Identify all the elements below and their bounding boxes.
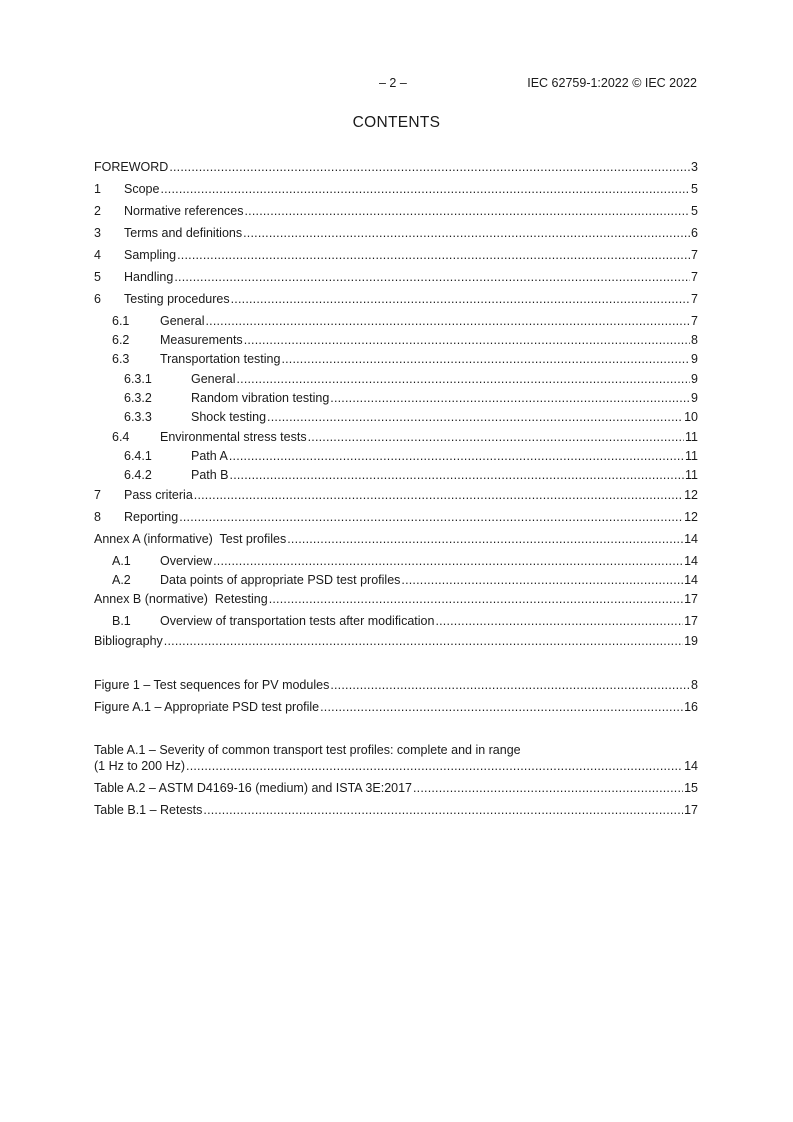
toc-number: A.1 xyxy=(112,554,131,568)
toc-entry[interactable] xyxy=(94,371,698,387)
toc-label: Transportation testing xyxy=(160,352,281,366)
toc-entry[interactable] xyxy=(94,390,698,406)
toc-leader xyxy=(320,699,683,715)
toc-page: 9 xyxy=(691,391,698,405)
toc-entry[interactable] xyxy=(94,332,698,348)
toc-leader xyxy=(174,269,690,285)
toc-leader xyxy=(203,802,683,818)
toc-page: 12 xyxy=(684,510,698,524)
toc-leader xyxy=(177,247,690,263)
toc-entry[interactable] xyxy=(94,509,698,525)
toc-leader xyxy=(308,429,684,445)
toc-entry[interactable] xyxy=(94,225,698,241)
figure-label: Figure 1 – Test sequences for PV modules xyxy=(94,678,330,692)
toc-page: 7 xyxy=(691,270,698,284)
table-label: Table B.1 – Retests xyxy=(94,803,203,817)
toc-number: 2 xyxy=(94,204,101,218)
toc-page: 9 xyxy=(691,352,698,366)
figure-entry[interactable] xyxy=(94,699,698,715)
toc-label: Scope xyxy=(124,182,160,196)
toc-label: Random vibration testing xyxy=(191,391,330,405)
toc-page: 11 xyxy=(685,430,698,444)
toc-page: 9 xyxy=(691,372,698,386)
toc-label: General xyxy=(191,372,236,386)
table-page: 15 xyxy=(684,781,698,795)
table-entry[interactable] xyxy=(94,780,698,796)
toc-entry[interactable] xyxy=(94,553,698,569)
toc-leader xyxy=(169,159,690,175)
toc-label: Measurements xyxy=(160,333,243,347)
toc-number: 3 xyxy=(94,226,101,240)
toc-page: 8 xyxy=(691,333,698,347)
toc-number: 6.3.3 xyxy=(124,410,152,424)
toc-number: 6.3.2 xyxy=(124,391,152,405)
toc-label: Reporting xyxy=(124,510,179,524)
figure-page: 8 xyxy=(691,678,698,692)
toc-label: Terms and definitions xyxy=(124,226,243,240)
toc-entry[interactable] xyxy=(94,313,698,329)
toc-leader xyxy=(164,633,683,649)
toc-label: Overview xyxy=(160,554,213,568)
toc-number: B.1 xyxy=(112,614,131,628)
toc-entry[interactable] xyxy=(94,487,698,503)
toc-leader xyxy=(236,371,690,387)
toc-leader xyxy=(186,758,683,774)
page-title: CONTENTS xyxy=(352,114,441,131)
toc-leader xyxy=(330,390,690,406)
toc-leader xyxy=(245,203,691,219)
toc-number: 7 xyxy=(94,488,101,502)
table-entry[interactable] xyxy=(94,742,698,773)
toc-entry[interactable] xyxy=(94,203,698,219)
toc-leader xyxy=(194,487,683,503)
toc-number: 6.3 xyxy=(112,352,130,366)
toc-leader xyxy=(229,448,684,464)
toc-leader xyxy=(269,591,683,607)
toc-number: 6.1 xyxy=(112,314,130,328)
table-label-line1: Table A.1 – Severity of common transport test profiles: complete and in range xyxy=(94,743,521,757)
toc-number: 6.4.1 xyxy=(124,449,152,463)
toc-entry[interactable] xyxy=(94,409,698,425)
table-entry-continuation xyxy=(94,758,698,774)
toc-label: Sampling xyxy=(124,248,177,262)
toc-entry[interactable] xyxy=(94,591,698,607)
toc-label: FOREWORD xyxy=(94,160,169,174)
header-page-number: – 2 – xyxy=(379,76,407,90)
toc-leader xyxy=(401,572,683,588)
toc-label: Testing procedures xyxy=(124,292,230,306)
toc-page: 11 xyxy=(685,468,698,482)
toc-leader xyxy=(244,332,690,348)
toc-entry[interactable] xyxy=(94,572,698,588)
toc-leader xyxy=(213,553,683,569)
toc-page: 7 xyxy=(691,248,698,262)
toc-leader xyxy=(231,291,690,307)
toc-page: 5 xyxy=(691,204,698,218)
toc-number: 6.2 xyxy=(112,333,130,347)
toc-page: 7 xyxy=(691,292,698,306)
toc-number: 6.3.1 xyxy=(124,372,152,386)
toc-page: 11 xyxy=(685,449,698,463)
toc-number: 6 xyxy=(94,292,101,306)
figure-label: Figure A.1 – Appropriate PSD test profile xyxy=(94,700,320,714)
toc-label: Annex A (informative) Test profiles xyxy=(94,532,287,546)
figure-page: 16 xyxy=(684,700,698,714)
header-document-id: IEC 62759-1:2022 © IEC 2022 xyxy=(527,76,697,90)
toc-label: Annex B (normative) Retesting xyxy=(94,592,268,606)
toc-entry[interactable] xyxy=(94,159,698,175)
toc-label: General xyxy=(160,314,205,328)
toc-label: Overview of transportation tests after modification xyxy=(160,614,435,628)
toc-label: Shock testing xyxy=(191,410,267,424)
toc-leader xyxy=(243,225,690,241)
toc-label: Path A xyxy=(191,449,228,463)
toc-leader xyxy=(179,509,683,525)
toc-leader xyxy=(435,613,683,629)
toc-label: Normative references xyxy=(124,204,244,218)
toc-page: 6 xyxy=(691,226,698,240)
toc-page: 19 xyxy=(684,634,698,648)
toc-label: Path B xyxy=(191,468,229,482)
toc-number: A.2 xyxy=(112,573,131,587)
toc-number: 5 xyxy=(94,270,101,284)
toc-entry[interactable] xyxy=(94,467,698,483)
table-label: Table A.2 – ASTM D4169-16 (medium) and ISTA 3E:2017 xyxy=(94,781,412,795)
toc-page: 14 xyxy=(684,554,698,568)
figure-entry[interactable] xyxy=(94,677,698,693)
toc-page: 12 xyxy=(684,488,698,502)
toc-leader xyxy=(287,531,683,547)
toc-entry[interactable] xyxy=(94,633,698,649)
toc-entry[interactable] xyxy=(94,448,698,464)
toc-number: 6.4 xyxy=(112,430,130,444)
toc-entry[interactable] xyxy=(94,531,698,547)
toc-leader xyxy=(281,351,690,367)
toc-label: Pass criteria xyxy=(124,488,193,502)
toc-entry[interactable] xyxy=(94,429,698,445)
toc-leader xyxy=(413,780,683,796)
toc-leader xyxy=(330,677,690,693)
toc-entry[interactable] xyxy=(94,181,698,197)
toc-leader xyxy=(267,409,683,425)
toc-page: 7 xyxy=(691,314,698,328)
toc-number: 8 xyxy=(94,510,101,524)
toc-page: 17 xyxy=(684,614,698,628)
toc-page: 3 xyxy=(691,160,698,174)
toc-page: 17 xyxy=(684,592,698,606)
toc-label: Bibliography xyxy=(94,634,163,648)
toc-entry[interactable] xyxy=(94,351,698,367)
toc-label: Environmental stress tests xyxy=(160,430,307,444)
toc-entry[interactable] xyxy=(94,291,698,307)
toc-number: 4 xyxy=(94,248,101,262)
table-label: (1 Hz to 200 Hz) xyxy=(94,759,186,773)
toc-leader xyxy=(230,467,684,483)
toc-entry[interactable] xyxy=(94,247,698,263)
toc-label: Data points of appropriate PSD test profiles xyxy=(160,573,401,587)
table-page: 17 xyxy=(684,803,698,817)
toc-number: 1 xyxy=(94,182,101,196)
toc-page: 5 xyxy=(691,182,698,196)
toc-label: Handling xyxy=(124,270,174,284)
toc-entry[interactable] xyxy=(94,269,698,285)
toc-leader xyxy=(160,181,690,197)
toc-page: 14 xyxy=(684,573,698,587)
table-page: 14 xyxy=(684,759,698,773)
toc-leader xyxy=(205,313,690,329)
toc-entry[interactable] xyxy=(94,613,698,629)
toc-number: 6.4.2 xyxy=(124,468,152,482)
table-entry[interactable] xyxy=(94,802,698,818)
toc-page: 14 xyxy=(684,532,698,546)
toc-page: 10 xyxy=(684,410,698,424)
